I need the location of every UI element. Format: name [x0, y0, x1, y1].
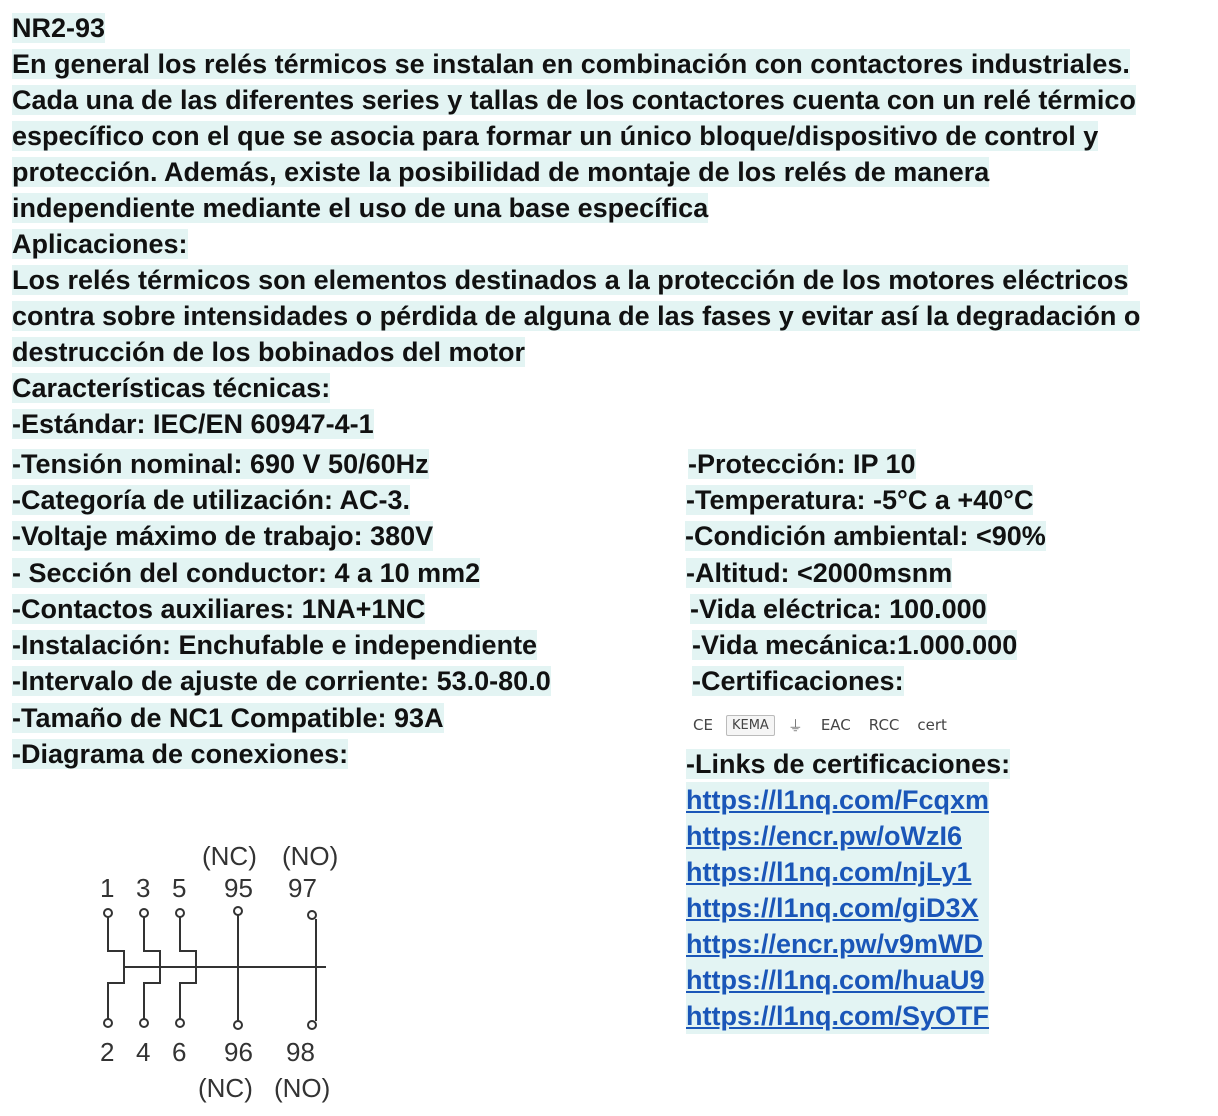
- terminal-label: 5: [172, 873, 187, 903]
- spec-text: -Protección: IP 10: [688, 449, 916, 479]
- left-spec: [12, 446, 429, 482]
- product-title: NR2-93: [12, 13, 106, 43]
- left-spec: [12, 736, 348, 772]
- diagram-bottom-no-label: (NO): [274, 1073, 331, 1103]
- spec-text: -Condición ambiental: <90%: [685, 521, 1046, 551]
- terminal-label: 6: [172, 1037, 187, 1067]
- diagram-top-nc-label: (NC): [202, 841, 257, 871]
- right-spec: [692, 627, 1017, 663]
- spec-text: -Categoría de utilización: AC-3.: [12, 485, 411, 515]
- applications-line: Los relés térmicos son elementos destinados a la protección de los motores eléctricos: [12, 265, 1129, 295]
- terminal-label: 96: [224, 1037, 253, 1067]
- ground-logo-icon: ⏚: [787, 716, 803, 735]
- ce-logo-icon: CE: [693, 716, 713, 734]
- spec-text: -Altitud: <2000msnm: [686, 558, 953, 588]
- spec-text: -Voltaje máximo de trabajo: 380V: [12, 521, 434, 551]
- connection-diagram: [90, 835, 370, 1110]
- intro-line: En general los relés térmicos se instalan en combinación con contactores industriales.: [12, 49, 1130, 79]
- spec-text: -Vida eléctrica: 100.000: [690, 594, 987, 624]
- eac-logo-icon: EAC: [820, 716, 851, 734]
- intro-line: independiente mediante el uso de una base específica: [12, 193, 709, 223]
- terminal-label: 98: [286, 1037, 315, 1067]
- right-spec: [685, 518, 1046, 554]
- terminal-label: 97: [288, 873, 317, 903]
- extra-cert-logo-icon: cert: [917, 716, 947, 734]
- terminal-label: 2: [100, 1037, 115, 1067]
- applications-line: contra sobre intensidades o pérdida de alguna de las fases y evitar así la degradación o: [12, 301, 1141, 331]
- right-spec: [690, 591, 987, 627]
- rcc-logo-icon: RCC: [868, 716, 900, 734]
- left-spec: [12, 627, 537, 663]
- specs-heading: Características técnicas:: [12, 373, 331, 403]
- spec-text: -Tensión nominal: 690 V 50/60Hz: [12, 449, 429, 479]
- left-spec: [12, 663, 551, 699]
- right-spec: [686, 482, 1033, 518]
- kema-logo-icon: KEMA: [726, 715, 775, 736]
- spec-text: -Diagrama de conexiones:: [12, 739, 349, 769]
- spec-text: -Certificaciones:: [692, 666, 904, 696]
- cert-link[interactable]: https://l1nq.com/giD3X: [686, 890, 989, 926]
- spec-text: -Contactos auxiliares: 1NA+1NC: [12, 594, 426, 624]
- cert-link[interactable]: https://l1nq.com/njLy1: [686, 854, 989, 890]
- terminal-label: 95: [224, 873, 253, 903]
- spec-text: -Vida mecánica:1.000.000: [692, 630, 1018, 660]
- intro-line: protección. Además, existe la posibilidad de montaje de los relés de manera: [12, 157, 990, 187]
- right-spec: [692, 663, 904, 699]
- spec-text: - Sección del conductor: 4 a 10 mm2: [12, 558, 481, 588]
- cert-link[interactable]: https://l1nq.com/huaU9: [686, 962, 989, 998]
- terminal-label: 4: [136, 1037, 151, 1067]
- certification-logos: [688, 708, 988, 742]
- intro-line: específico con el que se asocia para formar un único bloque/dispositivo de control y: [12, 121, 1099, 151]
- applications-line: destrucción de los bobinados del motor: [12, 337, 526, 367]
- links-list: [686, 782, 989, 1034]
- diagram-bottom-nc-label: (NC): [198, 1073, 253, 1103]
- left-spec: [12, 518, 433, 554]
- terminal-label: 1: [100, 873, 115, 903]
- intro-line: Cada una de las diferentes series y tallas de los contactores cuenta con un relé térmico: [12, 85, 1136, 115]
- left-spec: [12, 591, 425, 627]
- right-spec: [688, 446, 916, 482]
- links-heading: [686, 746, 1010, 782]
- cert-link[interactable]: https://l1nq.com/Fcqxm: [686, 782, 989, 818]
- spec-text: -Intervalo de ajuste de corriente: 53.0-80.0: [12, 666, 551, 696]
- top-text-block: [12, 10, 1207, 442]
- cert-link[interactable]: https://encr.pw/oWzI6: [686, 818, 989, 854]
- left-spec: [12, 700, 444, 736]
- diagram-wiring: [104, 907, 326, 1029]
- cert-link[interactable]: https://encr.pw/v9mWD: [686, 926, 989, 962]
- terminal-label: 3: [136, 873, 151, 903]
- spec-text: -Instalación: Enchufable e independiente: [12, 630, 538, 660]
- left-spec: [12, 482, 410, 518]
- diagram-top-no-label: (NO): [282, 841, 339, 871]
- cert-link[interactable]: https://l1nq.com/SyOTF: [686, 998, 989, 1034]
- spec-text: -Temperatura: -5°C a +40°C: [686, 485, 1034, 515]
- standard-spec: -Estándar: IEC/EN 60947-4-1: [12, 409, 374, 439]
- spec-text: -Tamaño de NC1 Compatible: 93A: [12, 703, 444, 733]
- left-spec: [12, 555, 480, 591]
- applications-heading: Aplicaciones:: [12, 229, 188, 259]
- right-spec: [686, 555, 952, 591]
- links-heading-text: -Links de certificaciones:: [686, 749, 1011, 779]
